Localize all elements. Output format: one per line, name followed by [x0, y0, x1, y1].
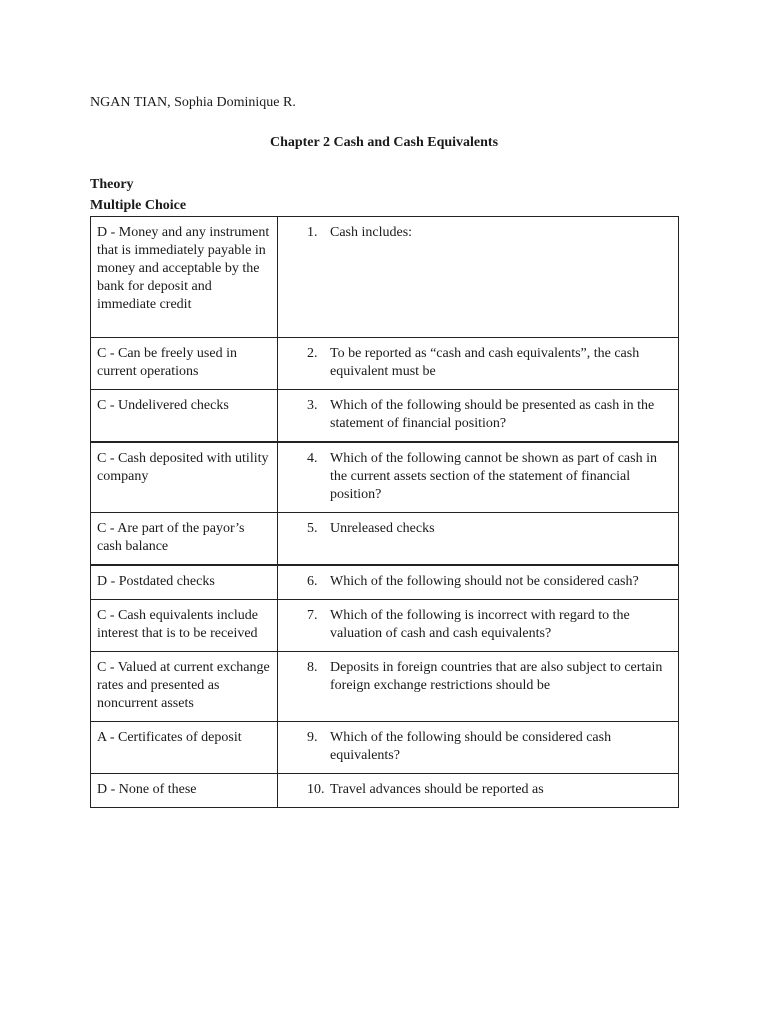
- table-row: [91, 652, 679, 722]
- question-cell: [278, 600, 679, 652]
- answer-cell: C - Cash equivalents include interest that is to be received: [91, 600, 278, 652]
- question-text: Cash includes:: [330, 225, 413, 240]
- answer-cell: C - Valued at current exchange rates and presented as noncurrent assets: [91, 652, 278, 722]
- author-name: NGAN TIAN, Sophia Dominique R.: [90, 95, 296, 110]
- question-number: 5.: [307, 521, 318, 536]
- answer-cell: C - Can be freely used in current operations: [91, 338, 278, 390]
- answer-cell: C - Cash deposited with utility company: [91, 442, 278, 513]
- question-number: 6.: [307, 574, 318, 589]
- question-text: Travel advances should be reported as: [330, 782, 544, 797]
- answer-cell: D - Postdated checks: [91, 565, 278, 600]
- question-cell: [278, 565, 679, 600]
- table-row: [91, 338, 679, 390]
- question-number: 4.: [307, 451, 318, 466]
- answer-table: [90, 216, 679, 808]
- answer-cell: D - None of these: [91, 774, 278, 808]
- question-cell: [278, 652, 679, 722]
- question-text: Which of the following is incorrect with regard to the valuation of cash and cash equivalents?: [330, 608, 630, 641]
- table-row: [91, 774, 679, 808]
- question-text: Unreleased checks: [330, 521, 435, 536]
- table-row: [91, 513, 679, 566]
- question-text: Which of the following should be presented as cash in the statement of financial position?: [330, 398, 655, 431]
- question-number: 8.: [307, 660, 318, 675]
- table-row: [91, 565, 679, 600]
- table-row: [91, 217, 679, 338]
- question-text: Deposits in foreign countries that are also subject to certain foreign exchange restrictions should be: [330, 660, 663, 693]
- answer-cell: C - Undelivered checks: [91, 390, 278, 443]
- question-text: To be reported as “cash and cash equivalents”, the cash equivalent must be: [330, 346, 640, 379]
- question-cell: [278, 390, 679, 443]
- question-number: 2.: [307, 346, 318, 361]
- question-number: 1.: [307, 225, 318, 240]
- question-cell: [278, 338, 679, 390]
- answer-cell: D - Money and any instrument that is immediately payable in money and acceptable by the bank for deposit and immediate credit: [91, 217, 278, 338]
- question-number: 10.: [307, 782, 325, 797]
- question-text: Which of the following should be considered cash equivalents?: [330, 730, 612, 763]
- question-cell: [278, 217, 679, 338]
- question-cell: [278, 774, 679, 808]
- question-number: 3.: [307, 398, 318, 413]
- table-row: [91, 600, 679, 652]
- table-row: [91, 390, 679, 443]
- question-cell: [278, 722, 679, 774]
- answer-cell: C - Are part of the payor’s cash balance: [91, 513, 278, 566]
- question-number: 9.: [307, 730, 318, 745]
- answer-cell: A - Certificates of deposit: [91, 722, 278, 774]
- table-row: [91, 722, 679, 774]
- question-cell: [278, 513, 679, 566]
- question-cell: [278, 442, 679, 513]
- section-heading-multiple-choice: Multiple Choice: [90, 198, 187, 213]
- question-number: 7.: [307, 608, 318, 623]
- chapter-title: Chapter 2 Cash and Cash Equivalents: [269, 135, 499, 150]
- table-row: [91, 442, 679, 513]
- question-text: Which of the following cannot be shown as part of cash in the current assets section of the statement of financial position?: [330, 451, 657, 502]
- section-heading-theory: Theory: [90, 177, 134, 192]
- question-text: Which of the following should not be considered cash?: [330, 574, 639, 589]
